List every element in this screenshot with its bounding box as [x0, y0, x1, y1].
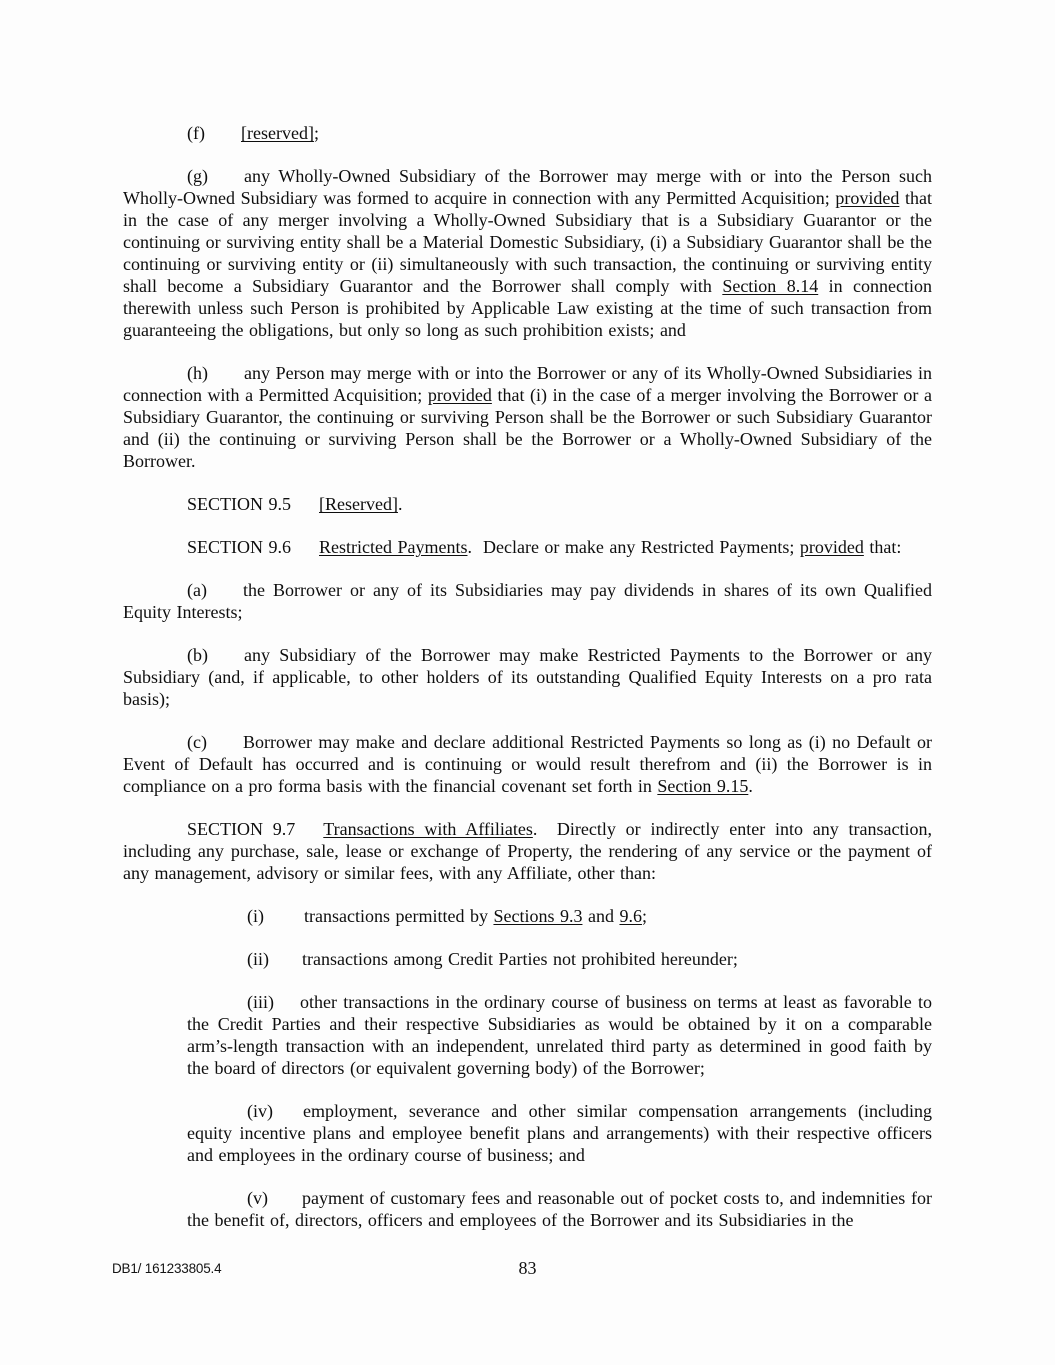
text-run: payment of customary fees and reasonable out of pocket costs to, and indemnities for the benefit of, directors, officers and employees of the Borrower and its Subsidiaries in the: [187, 1188, 932, 1230]
text-run: (b): [187, 645, 208, 665]
underlined-text-run: provided: [427, 385, 492, 405]
text-run: .: [748, 776, 753, 796]
subclause-iii: [187, 991, 932, 1079]
subclause-ii: [187, 948, 932, 970]
text-run: and: [582, 906, 620, 926]
underlined-text-run: Restricted Payments: [319, 537, 468, 557]
text-run: SECTION 9.6: [187, 537, 291, 557]
underlined-text-run: provided: [799, 537, 864, 557]
text-run: .: [397, 494, 403, 514]
text-run: (v): [247, 1188, 268, 1208]
clause-g: [123, 165, 932, 341]
underlined-text-run: Section 8.14: [722, 276, 819, 296]
text-run: Borrower may make and declare additional Restricted Payments so long as (i) no Default or Event of Default has occurred and is continuing or would result therefrom and (ii) the Borrower is in compliance on a pro forma basis with the financial covenant set forth in: [123, 732, 932, 796]
text-run: (a): [187, 580, 207, 600]
text-run: that (i) in the case of a merger involving the Borrower or a Subsidiary Guarantor, the continuing or surviving Person shall be the Borrower or such Subsidiary Guarantor and (ii) the continuing or surviving Person shall be the Borrower or a Wholly-Owned Subsidiary of the Borrower.: [123, 385, 933, 471]
clause-b: [123, 644, 932, 710]
subclause-i: [187, 905, 932, 927]
underlined-text-run: Transactions with Affiliates: [323, 819, 533, 839]
text-run: (h): [187, 363, 208, 383]
text-run: that in the case of any merger involving a Wholly-Owned Subsidiary that is a Subsidiary Guarantor or the continuing or surviving entity shall be a Material Domestic Subsidiary, (i) a Subsidiary Guarantor shall be the continuing or surviving entity or (ii) simultaneously with such transaction, the continuing or surviving entity shall become a Subsidiary Guarantor and the Borrower shall comply with: [123, 188, 932, 296]
underlined-text-run: Sections 9.3: [493, 906, 583, 926]
section-9-7: [123, 818, 932, 884]
section-9-6: [123, 536, 932, 558]
page-number: 83: [518, 1258, 537, 1278]
document-body: [123, 122, 932, 1231]
text-run: transactions permitted by: [304, 906, 494, 926]
text-run: (f): [187, 123, 205, 143]
subclause-v: [187, 1187, 932, 1231]
text-run: ;: [313, 123, 319, 143]
text-run: that:: [863, 537, 902, 557]
clause-f: [123, 122, 932, 144]
clause-h: [123, 362, 932, 472]
text-run: . Directly or indirectly enter into any transaction, including any purchase, sale, lease or exchange of Property, the rendering of any service or the payment of any management, advisory or similar fees, with any Affiliate, other than:: [123, 819, 933, 883]
text-run: SECTION 9.7: [187, 819, 296, 839]
text-run: (c): [187, 732, 207, 752]
text-run: (ii): [247, 949, 269, 969]
section-9-5: [123, 493, 932, 515]
footer-doc-id: DB1/ 161233805.4: [112, 1261, 222, 1276]
text-run: other transactions in the ordinary course of business on terms at least as favorable to the Credit Parties and their respective Subsidiaries as would be obtained by it on a comparable arm’s-length transaction with an independent, unrelated third party as determined in good faith by the board of directors (or equivalent governing body) of the Borrower;: [187, 992, 932, 1078]
clause-a: [123, 579, 932, 623]
text-run: employment, severance and other similar compensation arrangements (including equity incentive plans and employee benefit plans and arrangements) with their respective officers and employees in the ordinary course of business; and: [187, 1101, 932, 1165]
underlined-text-run: [reserved]: [240, 123, 314, 143]
underlined-text-run: provided: [835, 188, 900, 208]
subclause-iv: [187, 1100, 932, 1166]
text-run: any Subsidiary of the Borrower may make Restricted Payments to the Borrower or any Subsidiary (and, if applicable, to other holders of its outstanding Qualified Equity Interests on a pro rata basis);: [123, 645, 932, 709]
text-run: (i): [247, 906, 264, 926]
text-run: ;: [641, 906, 647, 926]
text-run: the Borrower or any of its Subsidiaries may pay dividends in shares of its own Qualified Equity Interests;: [123, 580, 932, 622]
underlined-text-run: [Reserved]: [319, 494, 398, 514]
text-run: (iii): [247, 992, 274, 1012]
text-run: any Wholly-Owned Subsidiary of the Borrower may merge with or into the Person such Wholly-Owned Subsidiary was formed to acquire in connection with any Permitted Acquisition;: [123, 166, 932, 208]
text-run: SECTION 9.5: [187, 494, 291, 514]
text-run: in connection therewith unless such Person is prohibited by Applicable Law existing at the time of such transaction from guaranteeing the obligations, but only so long as such prohibition exists; and: [123, 276, 932, 340]
text-run: transactions among Credit Parties not prohibited hereunder;: [302, 949, 738, 969]
text-run: any Person may merge with or into the Borrower or any of its Wholly-Owned Subsidiaries in connection with a Permitted Acquisition;: [123, 363, 932, 405]
text-run: (iv): [247, 1101, 273, 1121]
clause-c: [123, 731, 932, 797]
underlined-text-run: 9.6: [619, 906, 642, 926]
underlined-text-run: Section 9.15: [657, 776, 749, 796]
text-run: . Declare or make any Restricted Payments;: [467, 537, 800, 557]
text-run: (g): [187, 166, 208, 186]
